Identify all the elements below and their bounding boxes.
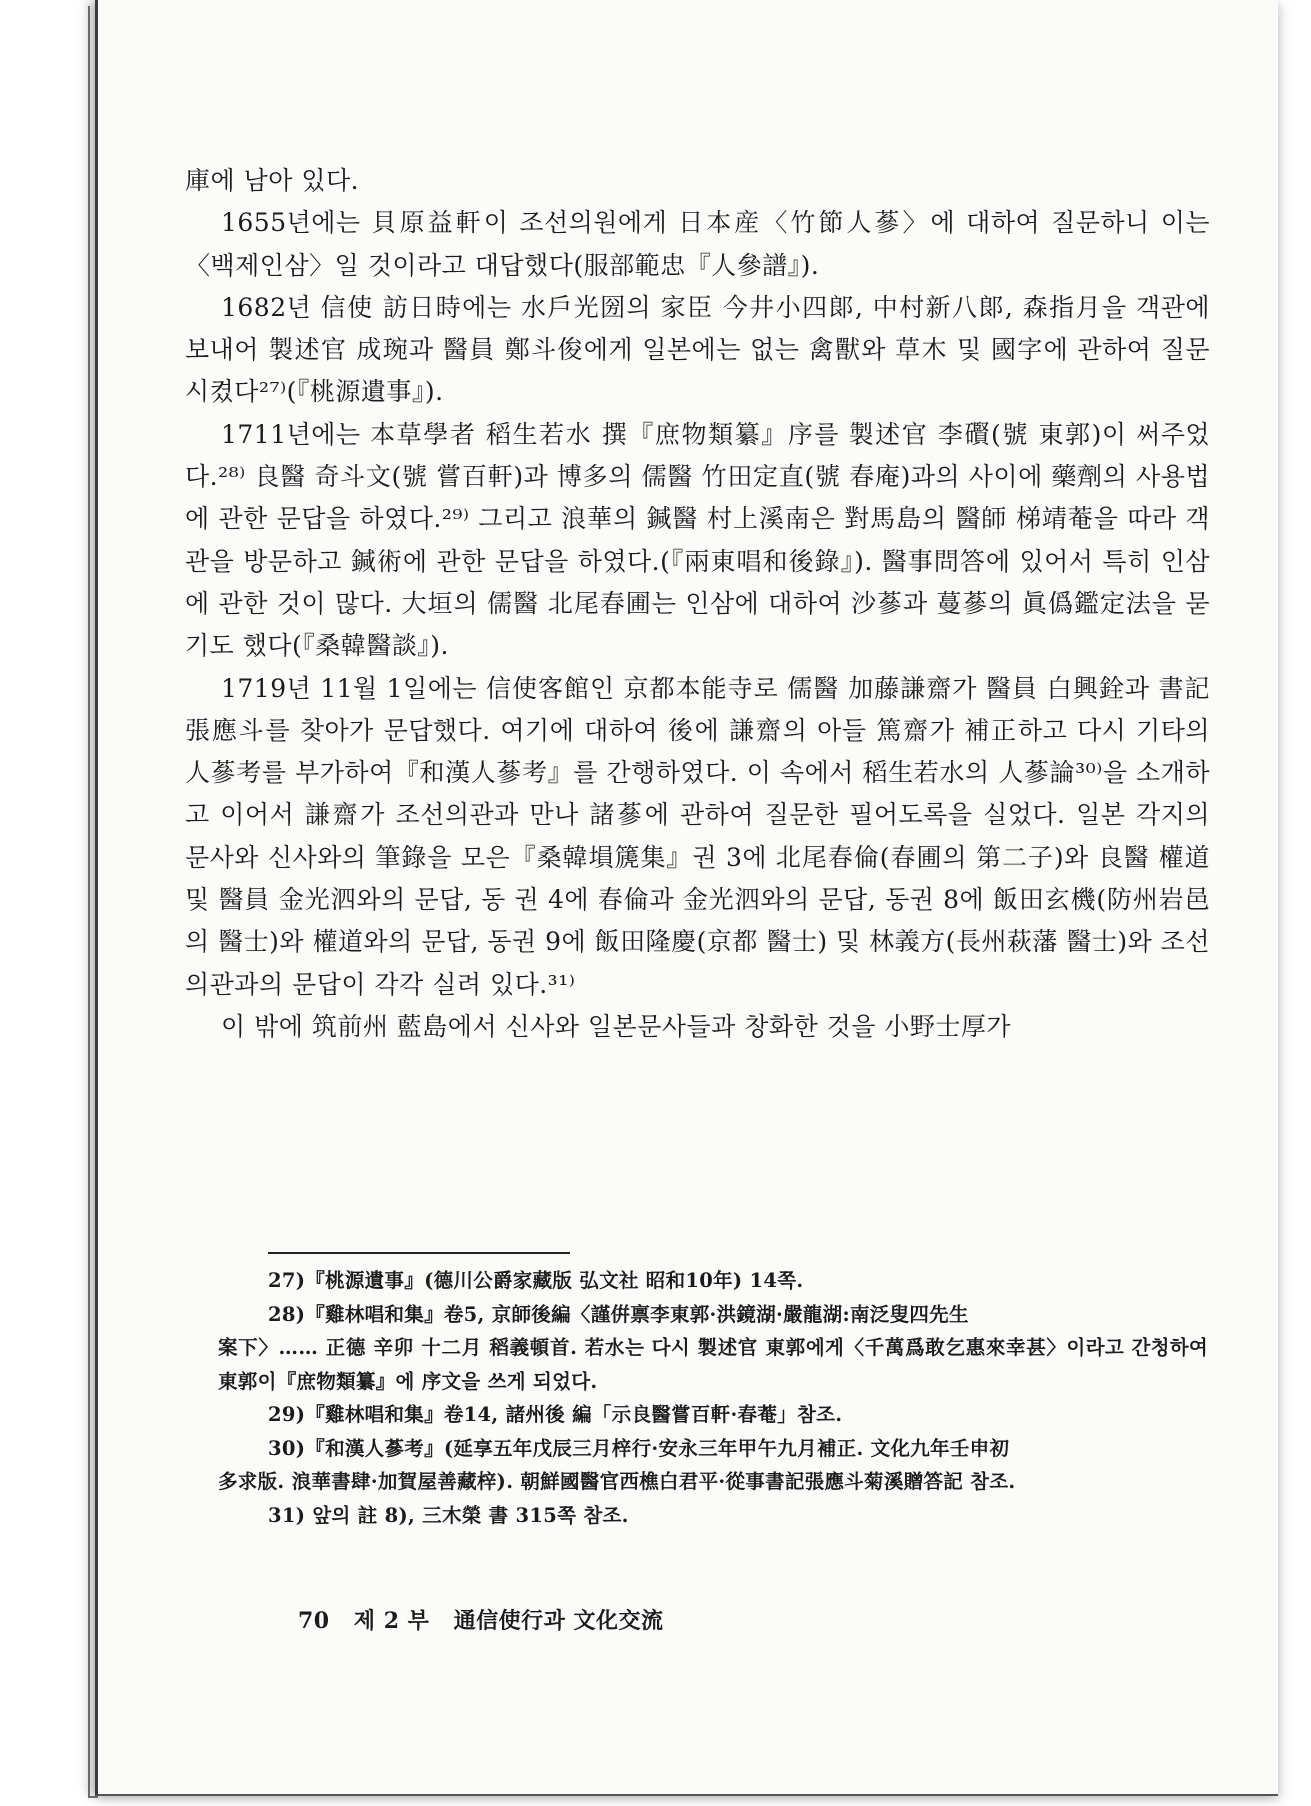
footnote-31: 31) 앞의 註 8), 三木榮 書 315쪽 참조. (268, 1503, 629, 1527)
paragraph-4: 1711년에는 本草學者 稻生若水 撰『庶物類纂』序를 製述官 李礥(號 東郭)이 써주었다.²⁸⁾ 良醫 奇斗文(號 嘗百軒)과 博多의 儒醫 竹田定直(號 春庵)과의 사이에 藥劑의 사용법에 관한 문답을 하였다.²⁹⁾ 그리고 浪華의 鍼醫 村上溪南은 對馬島의 醫師 梯靖菴을 따라 객관을 방문하고 鍼術에 관한 문답을 하였다.(『兩東唱和後錄』). 醫事問答에 있어서 특히 인삼에 관한 것이 많다. 大垣의 儒醫 北尾春圃는 인삼에 대하여 沙蔘과 蔓蔘의 眞僞鑑定法을 묻기도 했다(『桑韓醫談』). (185, 419, 1210, 661)
body-text (185, 160, 1210, 1048)
paragraph-6: 이 밖에 筑前州 藍島에서 신사와 일본문사들과 창화한 것을 小野士厚가 (221, 1011, 1012, 1041)
part-title: 通信使行과 文化交流 (453, 1608, 664, 1634)
footnote-27: 27)『桃源遺事』(德川公爵家藏版 弘文社 昭和10年) 14쪽. (268, 1269, 804, 1292)
page-number: 70 (298, 1608, 330, 1634)
part-label: 제 2 부 (353, 1608, 430, 1634)
footnote-divider (268, 1252, 570, 1254)
paragraph-1: 庫에 남아 있다. (185, 166, 360, 195)
footnote-28: 28)『雞林唱和集』卷5, 京師後編〈謹倂禀李東郭·洪鏡湖·嚴龍湖:南泛叟四先生 (268, 1302, 969, 1326)
footnotes (218, 1264, 1208, 1532)
paragraph-2: 1655년에는 貝原益軒이 조선의원에게 日本産〈竹節人蔘〉에 대하여 질문하니 이는〈백제인삼〉일 것이라고 대답했다(服部範忠『人參譜』). (185, 208, 1210, 280)
footnote-29: 29)『雞林唱和集』卷14, 諸州後 編「示良醫嘗百軒·春菴」참조. (268, 1403, 843, 1426)
paragraph-3: 1682년 信使 訪日時에는 水戶光圀의 家臣 今井小四郞, 中村新八郞, 森指月을 객관에 보내어 製述官 成琬과 醫員 鄭斗俊에게 일본에는 없는 禽獸와 草木 및 國字에 관하여 질문시켰다²⁷⁾(『桃源遺事』). (185, 292, 1210, 407)
footnote-30-continued: 多求版. 浪華書肆·加賀屋善藏梓). 朝鮮國醫官西樵白君平·從事書記張應斗菊溪贈答記 참조. (218, 1470, 1016, 1493)
paragraph-5: 1719년 11월 1일에는 信使客館인 京都本能寺로 儒醫 加藤謙齋가 醫員 白興銓과 書記 張應斗를 찾아가 문답했다. 여기에 대하여 後에 謙齋의 아들 篤齋가 補正하고 다시 기타의 人蔘考를 부가하여『和漢人蔘考』를 간행하였다. 이 속에서 稻生若水의 人蔘論³⁰⁾을 소개하고 이어서 謙齋가 조선의관과 만나 諸蔘에 관하여 질문한 필어도록을 실었다. 일본 각지의 문사와 신사와의 筆錄을 모은『桑韓塤篪集』권 3에 北尾春倫(春圃의 第二子)와 良醫 權道 및 醫員 金光泗와의 문답, 동 권 4에 春倫과 金光泗와의 문답, 동권 8에 飯田玄機(防州岩邑의 醫士)와 權道와의 문답, 동권 9에 飯田隆慶(京都 醫士) 및 林義方(長州萩藩 醫士)와 조선 의관과의 문답이 각각 실려 있다.³¹⁾ (185, 673, 1210, 999)
footnote-30: 30)『和漢人蔘考』(延享五年戊辰三月梓行·安永三年甲午九月補正. 文化九年壬申初 (268, 1436, 1010, 1460)
page-footer (298, 1604, 680, 1635)
footnote-28-continued: 案下〉…… 正德 辛卯 十二月 稻義頓首. 若水는 다시 製述官 東郭에게〈千萬爲敢乞惠來幸甚〉이라고 간청하여 東郭이『庶物類纂』에 序文을 쓰게 되었다. (218, 1336, 1208, 1393)
